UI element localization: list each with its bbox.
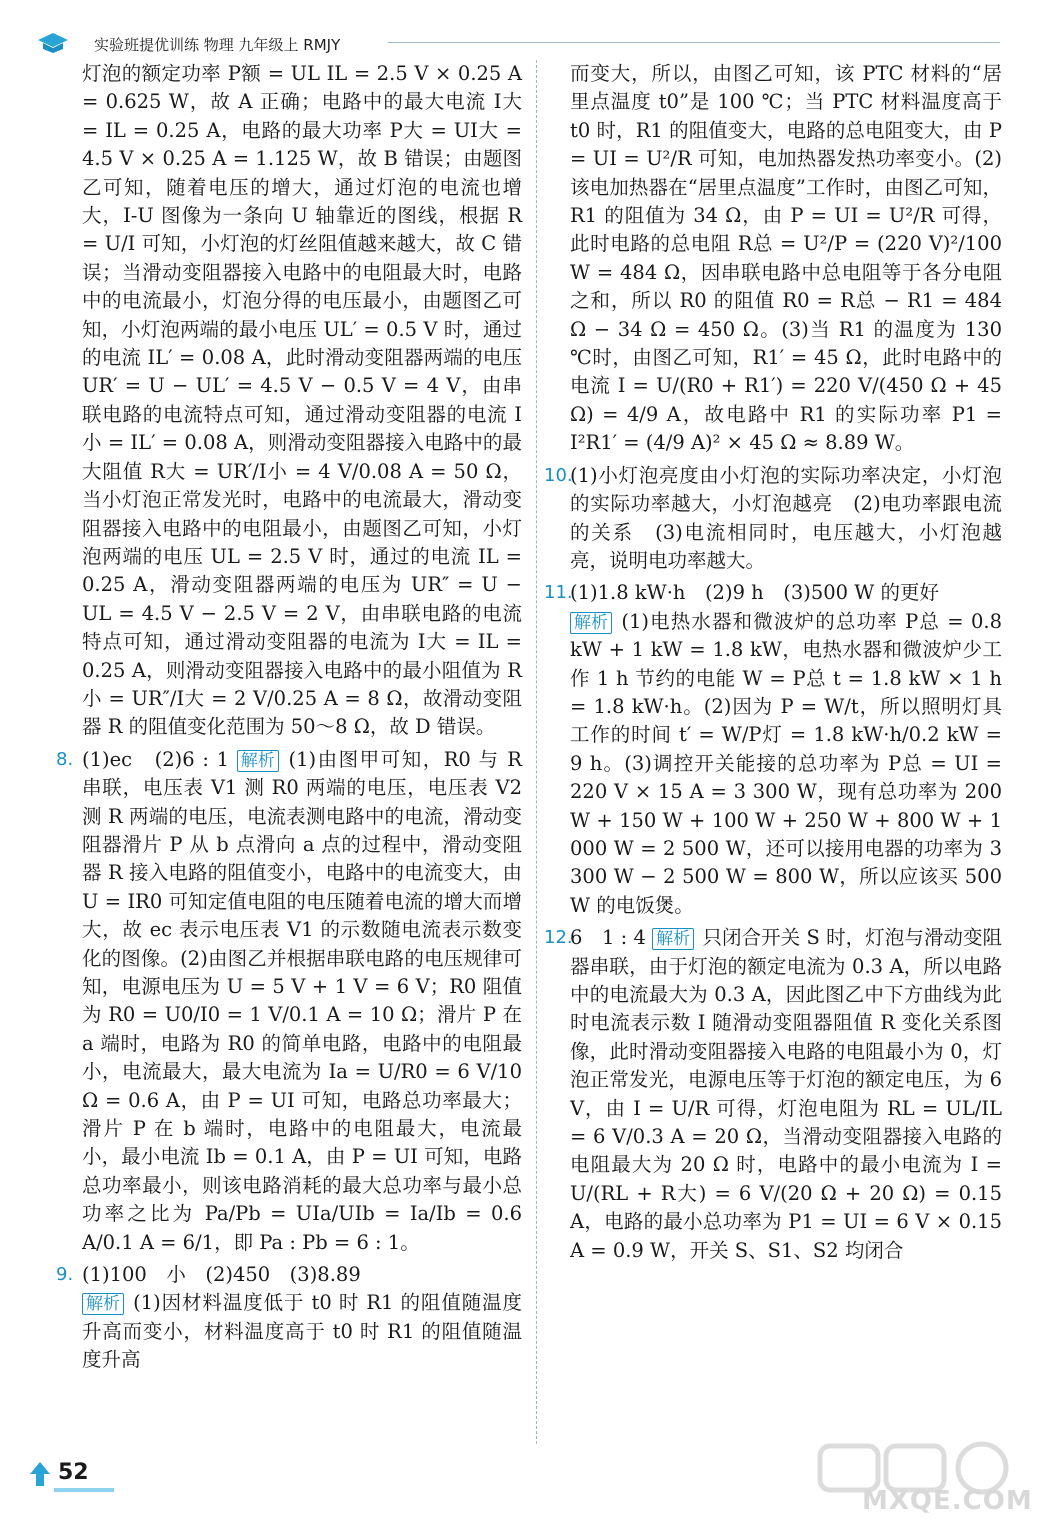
- question-number: 8.: [56, 748, 74, 770]
- answer: 6 1 : 4: [570, 926, 646, 950]
- question-number: 10.: [544, 464, 573, 486]
- q7-continuation: 灯泡的额定功率 P额 = UL IL = 2.5 V × 0.25 A = 0.625 W，故 A 正确；电路中的最大电流 I大 = IL = 0.25 A，电路的最大功率 P大 = UI大 = 4.5 V × 0.25 A = 1.125 W，故 B 错误；由题图乙可知，随着电压的增大，通过灯泡的电流也增大，I-U 图像为一条向 U 轴靠近的图线，根据 R = U/I 可知，小灯泡的灯丝阻值越来越大，故 C 错误；当滑动变阻器接入电路中的电阻最大时，电路中的电流最小，灯泡分得的电压最小，由题图乙可知，小灯泡两端的最小电压 UL′ = 0.5 V 时，通过的电流 IL′ = 0.08 A，此时滑动变阻器两端的电压 UR′ = U − UL′ = 4.5 V − 0.5 V = 4 V，由串联电路的电流特点可知，通过滑动变阻器的电流 I小 = IL′ = 0.08 A，则滑动变阻器接入电路中的最大阻值 R大 = UR′/I小 = 4 V/0.08 A = 50 Ω，当小灯泡正常发光时，电路中的电流最大，滑动变阻器接入电路中的电阻最小，由题图乙可知，小灯泡两端的电压 UL = 2.5 V 时，通过的电流 IL = 0.25 A，滑动变阻器两端的电压为 UR″ = U − UL = 4.5 V − 2.5 V = 2 V，由串联电路的电流特点可知，通过滑动变阻器的电流为 I大 = IL = 0.25 A，则滑动变阻器接入电路中的最小阻值为 R小 = UR″/I大 = 2 V/0.25 A = 8 Ω，故滑动变阻器 R 的阻值变化范围为 50～8 Ω，故 D 错误。: [82, 62, 522, 739]
- header-rule: [388, 42, 1000, 43]
- analysis-tag: 解析: [82, 1293, 124, 1315]
- page-header: [36, 28, 1006, 58]
- book-logo-icon: [36, 32, 70, 54]
- analysis-text: (1)由图甲可知，R0 与 R 串联，电压表 V1 测 R0 两端的电压，电压表 V2 测 R 两端的电压，电流表测电路中的电流，滑动变阻器滑片 P 从 b 点滑向 a 点的过程中，滑动变阻器 R 接入电路的阻值变小，电路中的电流变大，由 U = IR0 可知定值电阻的电压随着电流的增大而增大，故 ec 表示电压表 V1 的示数随电流表示数变化的图像。(2)由图乙并根据串联电路的电压规律可知，电源电压为 U = 5 V + 1 V = 6 V；R0 阻值为 R0 = U0/I0 = 1 V/0.1 A = 10 Ω；滑片 P 在 a 端时，电路为 R0 的简单电路，电路中的电阻最小，电流最大，最大电流为 Ia = U/R0 = 6 V/10 Ω = 0.6 A，由 P = UI 可知，电路总功率最大；滑片 P 在 b 端时，电路中的电阻最大，电流最小，最小电流 Ib = 0.1 A，由 P = UI 可知，电路总功率最小，则该电路消耗的最大总功率与最小总功率之比为 Pa/Pb = UIa/UIb = Ia/Ib = 0.6 A/0.1 A = 6/1，即 Pa : Pb = 6 : 1。: [82, 747, 522, 1254]
- question-number: 9.: [56, 1264, 74, 1286]
- answer: (1)1.8 kW·h (2)9 h (3)500 W 的更好: [570, 581, 940, 605]
- q9-continuation: 而变大，所以，由图乙可知，该 PTC 材料的“居里点温度 t0”是 100 ℃；当 PTC 材料温度高于 t0 时，R1 的阻值变大，电路的总电阻变大，由 P = UI = U²/R 可知，电加热器发热功率变小。(2)该电加热器在“居里点温度”工作时，由图乙可知，R1 的阻值为 34 Ω，由 P = UI = U²/R 可得，此时电路的总电阻 R总 = U²/P = (220 V)²/100 W = 484 Ω，因串联电路中总电阻等于各分电阻之和，所以 R0 的阻值 R0 = R总 − R1 = 484 Ω − 34 Ω = 450 Ω。(3)当 R1 的温度为 130 ℃时，由图乙可知，R1′ = 45 Ω，此时电路中的电流 I = U/(R0 + R1′) = 220 V/(450 Ω + 45 Ω) = 4/9 A，故电路中 R1 的实际功率 P1 = I²R1′ = (4/9 A)² × 45 Ω ≈ 8.89 W。: [570, 62, 1002, 455]
- up-arrow-icon: [30, 1462, 50, 1486]
- page-number-bar: [54, 1488, 114, 1492]
- right-column: [544, 60, 1003, 1265]
- question-9: [56, 1261, 523, 1375]
- header-title: 实验班提优训练 物理 九年级上 RMJY: [94, 36, 341, 54]
- watermark-logo-icon: [810, 1440, 1020, 1530]
- page-number: 52: [58, 1460, 89, 1485]
- analysis-tag: 解析: [652, 928, 694, 950]
- question-11: [544, 579, 1002, 920]
- column-divider: [536, 60, 537, 1444]
- analysis-tag: 解析: [237, 750, 279, 772]
- question-10: [544, 462, 1002, 576]
- answer: (1)100 小 (2)450 (3)8.89: [82, 1263, 361, 1287]
- answer-text: (1)小灯泡亮度由小灯泡的实际功率决定，小灯泡的实际功率越大，小灯泡越亮 (2)电功率跟电流的关系 (3)电流相同时，电压越大，小灯泡越亮，说明电功率越大。: [570, 463, 1002, 572]
- analysis-text: (1)电热水器和微波炉的总功率 P总 = 0.8 kW + 1 kW = 1.8 kW，电热水器和微波炉少工作 1 h 节约的电能 W = P总 t = 1.8 kW × 1 h = 1.8 kW·h。(2)因为 P = W/t，所以照明灯具工作的时间 t′ = W/P灯 = 1.8 kW·h/0.2 kW = 9 h。(3)调控开关能接的总功率为 P总 = UI = 220 V × 15 A = 3 300 W，现有总功率为 200 W + 150 W + 100 W + 250 W + 800 W + 1 000 W = 2 500 W，还可以接用电器的功率为 3 300 W − 2 500 W = 800 W，所以应该买 500 W 的电饭煲。: [570, 609, 1002, 917]
- question-8: [56, 746, 522, 1257]
- question-number: 12.: [544, 927, 573, 949]
- left-column: [56, 60, 523, 1375]
- answer: (1)ec (2)6 : 1: [82, 747, 230, 771]
- question-12: [544, 924, 1003, 1265]
- question-number: 11.: [544, 582, 573, 604]
- analysis-text: 只闭合开关 S 时，灯泡与滑动变阻器串联，由于灯泡的额定电流为 0.3 A，所以电路中的电流最大为 0.3 A，因此图乙中下方曲线为此时电流表示数 I 随滑动变阻器阻值 R 变化关系图像，此时滑动变阻器接入电路的电阻最小为 0，灯泡正常发光，电源电压等于灯泡的额定电压，为 6 V，由 I = U/R 可得，灯泡电阻为 RL = UL/IL = 6 V/0.3 A = 20 Ω，当滑动变阻器接入电路的电阻最大为 20 Ω 时，电路中的最小电流为 I = U/(RL + R大) = 6 V/(20 Ω + 20 Ω) = 0.15 A，电路的最小总功率为 P1 = UI = 6 V × 0.15 A = 0.9 W，开关 S、S1、S2 均闭合: [570, 926, 1003, 1262]
- analysis-tag: 解析: [570, 612, 612, 634]
- watermark-text: MXQE.COM: [862, 1486, 1033, 1516]
- analysis-text-part1: (1)因材料温度低于 t0 时 R1 的阻值随温度升高而变小，材料温度高于 t0 时 R1 的阻值随温度升高: [82, 1291, 523, 1372]
